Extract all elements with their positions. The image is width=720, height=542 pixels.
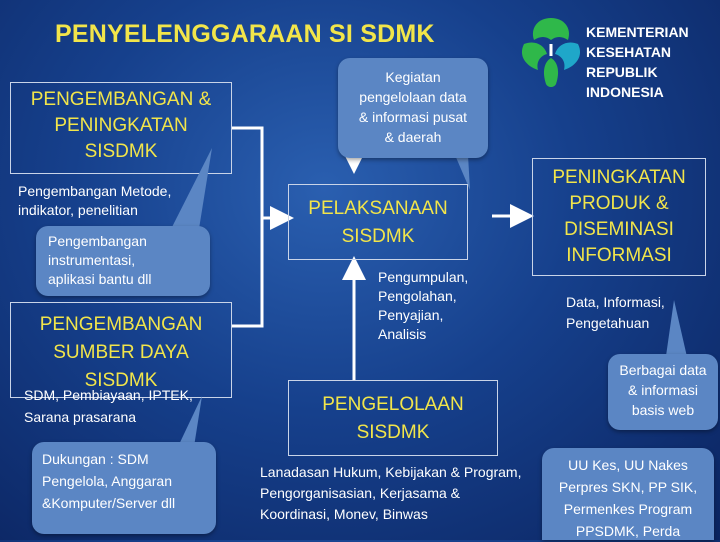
text-sdm-pembiayaan: SDM, Pembiayaan, IPTEK, Sarana prasarana xyxy=(24,387,193,425)
callout-dukungan-sdm: Dukungan : SDM Pengelola, Anggaran &Komputer/Server dll xyxy=(32,442,216,534)
box-peningkatan-produk: PENINGKATAN PRODUK & DISEMINASI INFORMASI xyxy=(532,158,706,276)
box-pengembangan-sumber-daya: PENGEMBANGAN SUMBER DAYA SISDMK xyxy=(10,302,232,398)
text-pengumpulan: Pengumpulan, Pengolahan, Penyajian, Analisis xyxy=(378,269,469,342)
callout-pengembangan-instrumentasi: Pengembangan instrumentasi, aplikasi bantu dll xyxy=(36,226,210,296)
left-bracket-line xyxy=(232,128,262,326)
text-landasan-hukum: Lanadasan Hukum, Kebijakan & Program, Pengorganisasian, Kerjasama & Koordinasi, Monev, Binwas xyxy=(260,464,522,522)
callout-kegiatan-pengelolaan: Kegiatan pengelolaan data & informasi pusat & daerah xyxy=(338,58,488,158)
kemenkes-logo-icon xyxy=(516,14,586,96)
text-data-informasi: Data, Informasi, Pengetahuan xyxy=(566,294,665,331)
page-title: PENYELENGGARAAN SI SDMK xyxy=(55,20,435,48)
callout-berbagai-data: Berbagai data & informasi basis web xyxy=(608,354,718,430)
box-pengelolaan: PENGELOLAAN SISDMK xyxy=(288,380,498,456)
text-pengembangan-metode: Pengembangan Metode, indikator, penelitian xyxy=(18,183,172,218)
callout-uu-kes: UU Kes, UU Nakes Perpres SKN, PP SIK, Permenkes Program PPSDMK, Perda xyxy=(542,448,714,540)
box-pengembangan-peningkatan: PENGEMBANGAN & PENINGKATAN SISDMK xyxy=(10,82,232,174)
callout1-pointer xyxy=(150,140,220,235)
box-pelaksanaan: PELAKSANAAN SISDMK xyxy=(288,184,468,260)
ministry-name: KEMENTERIAN KESEHATAN REPUBLIK INDONESIA xyxy=(586,24,689,100)
